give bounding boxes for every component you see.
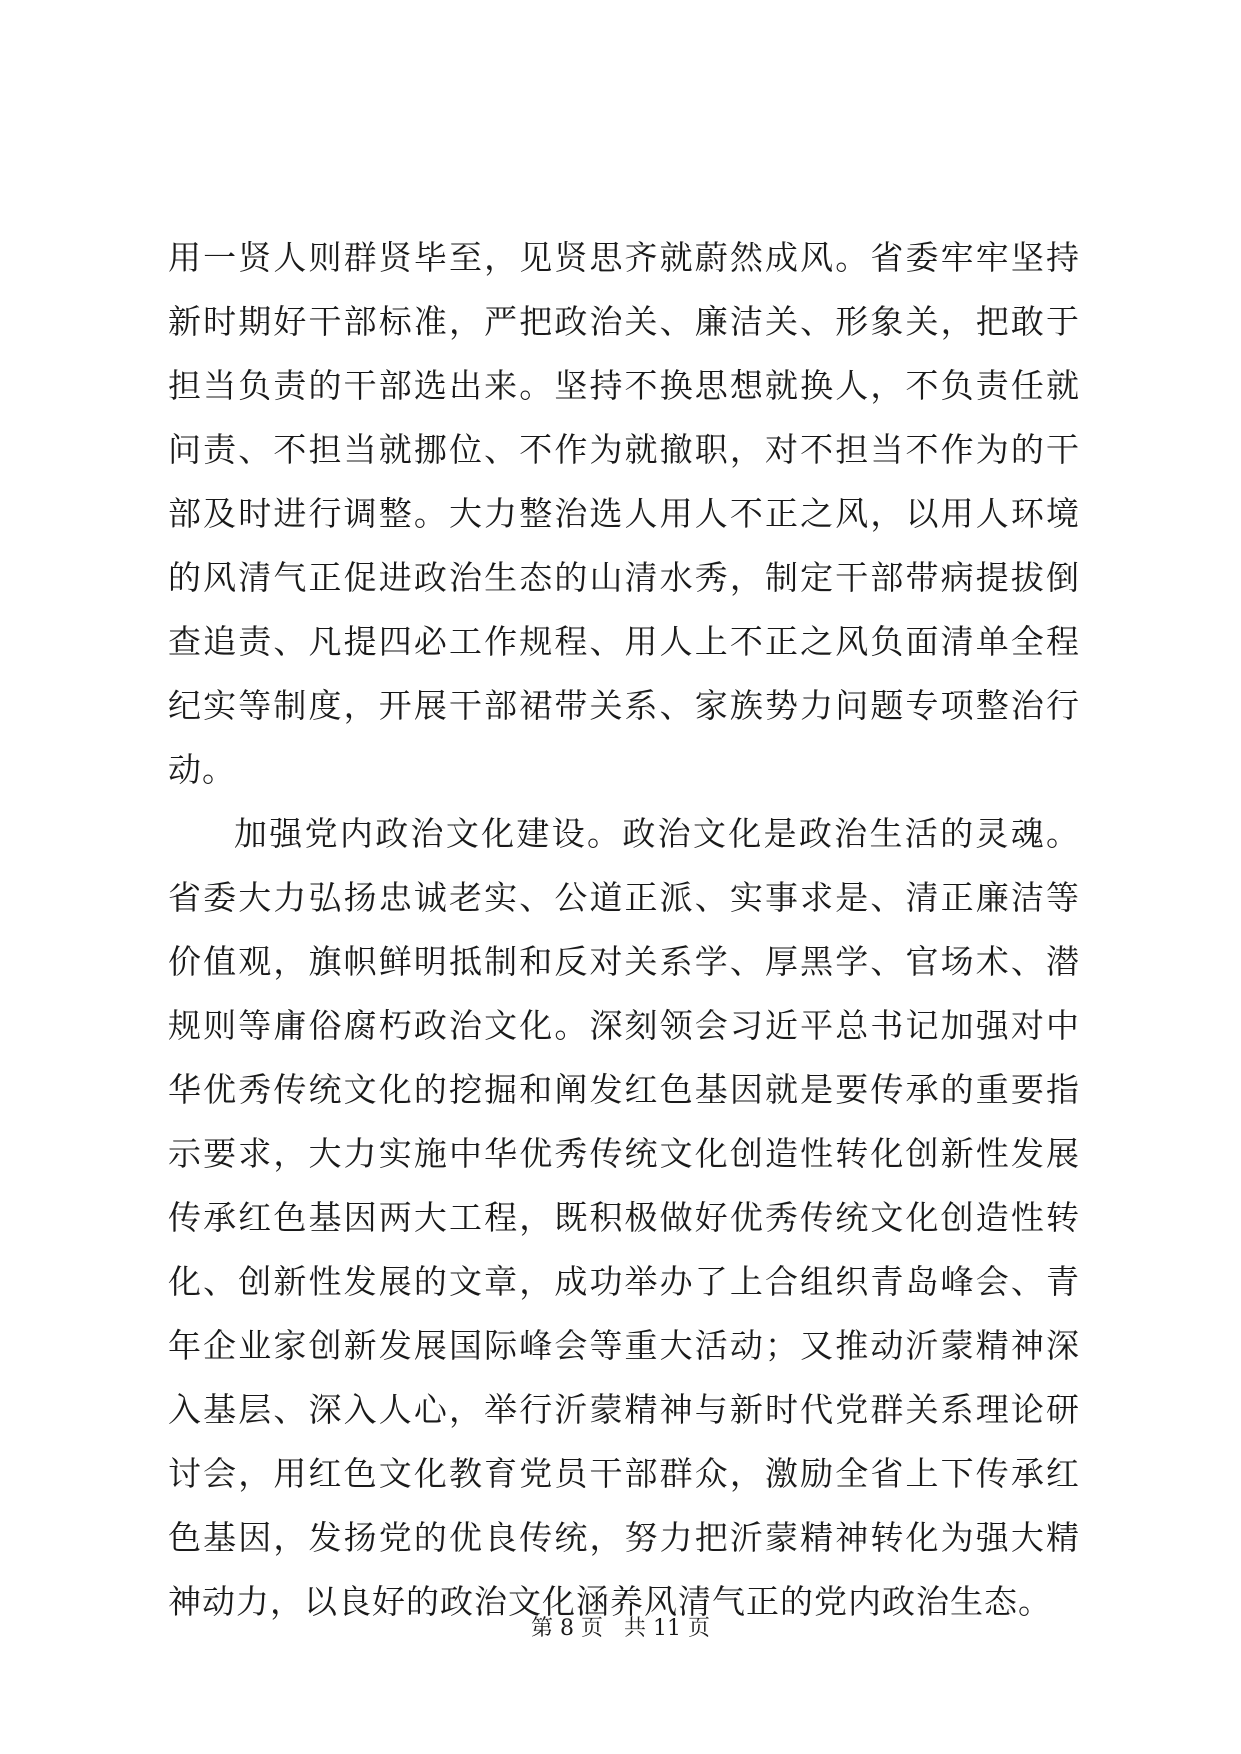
page-total: 共 11 页 xyxy=(624,1616,710,1641)
paragraph-continuation: 用一贤人则群贤毕至，见贤思齐就蔚然成风。省委牢牢坚持新时期好干部标准，严把政治关、廉洁关、形象关，把敢于担当负责的干部选出来。坚持不换思想就换人，不负责任就问责、不担当就挪位、不作为就撤职，对不担当不作为的干部及时进行调整。大力整治选人用人不正之风，以用人环境的风清气正促进政治生态的山清水秀，制定干部带病提拔倒查追责、凡提四必工作规程、用人上不正之风负面清单全程纪实等制度，开展干部裙带关系、家族势力问题专项整治行动。 xyxy=(168,238,1080,789)
document-body xyxy=(168,226,1080,1634)
page-number: 第 8 页 xyxy=(531,1616,603,1641)
paragraph-political-culture: 加强党内政治文化建设。政治文化是政治生活的灵魂。省委大力弘扬忠诚老实、公道正派、实事求是、清正廉洁等价值观，旗帜鲜明抵制和反对关系学、厚黑学、官场术、潜规则等庸俗腐朽政治文化。深刻领会习近平总书记加强对中华优秀传统文化的挖掘和阐发红色基因就是要传承的重要指示要求，大力实施中华优秀传统文化创造性转化创新性发展传承红色基因两大工程，既积极做好优秀传统文化创造性转化、创新性发展的文章，成功举办了上合组织青岛峰会、青年企业家创新发展国际峰会等重大活动；又推动沂蒙精神深入基层、深入人心，举行沂蒙精神与新时代党群关系理论研讨会，用红色文化教育党员干部群众，激励全省上下传承红色基因，发扬党的优良传统，努力把沂蒙精神转化为强大精神动力，以良好的政治文化涵养风清气正的党内政治生态。 xyxy=(168,814,1080,1621)
page-footer xyxy=(0,1611,1241,1642)
